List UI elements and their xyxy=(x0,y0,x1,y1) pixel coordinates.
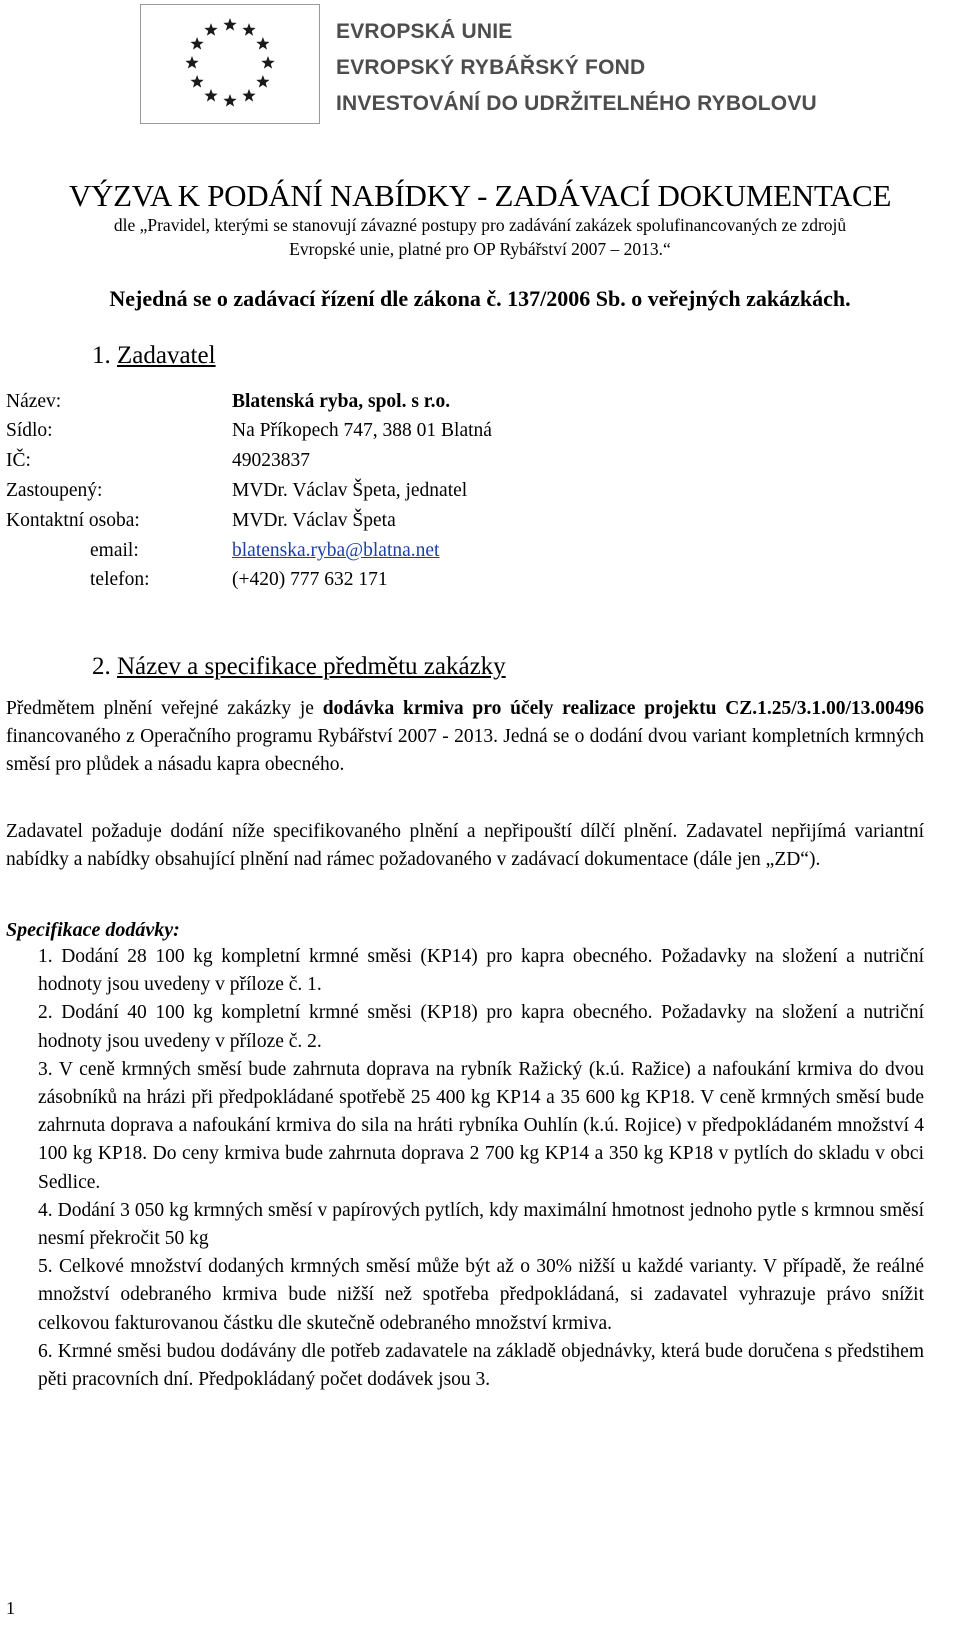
eu-flag-logo xyxy=(140,4,320,124)
list-item: 2. Dodání 40 100 kg kompletní krmné směsi (KP18) pro kapra obecného. Požadavky na složení a nutriční hodnoty jsou uvedeny v příloze č. 2. xyxy=(38,1002,924,1052)
subtitle-line-2: Evropské unie, platné pro OP Rybářství 2007 – 2013.“ xyxy=(289,239,671,259)
eu-stars-icon xyxy=(141,5,319,123)
star-icon xyxy=(242,23,255,36)
label-sidlo: Sídlo: xyxy=(6,420,53,441)
value-kontakt: MVDr. Václav Špeta xyxy=(232,510,396,531)
label-telefon: telefon: xyxy=(90,569,150,590)
star-icon xyxy=(223,18,236,31)
paragraph-subject xyxy=(6,695,924,779)
section-1-title: Zadavatel xyxy=(117,342,216,369)
paragraph-subject-b: financovaného z Operačního programu Rybářství 2007 - 2013. Jedná se o dodání dvou variant kompletních krmných směsí pro plůdek a násadu kapra obecného. xyxy=(6,726,924,775)
eu-header xyxy=(140,4,820,122)
star-icon xyxy=(190,75,203,88)
value-nazev: Blatenská ryba, spol. s r.o. xyxy=(232,391,451,412)
star-icon xyxy=(190,37,203,50)
section-2-number: 2. xyxy=(92,653,111,680)
label-kontakt: Kontaktní osoba: xyxy=(6,510,140,531)
label-zastoupeny: Zastoupený: xyxy=(6,480,103,501)
section-2-title: Název a specifikace předmětu zakázky xyxy=(117,653,506,680)
label-email: email: xyxy=(90,540,139,561)
page-number: 1 xyxy=(6,1598,15,1618)
paragraph-subject-bold: dodávka krmiva pro účely realizace projektu CZ.1.25/3.1.00/13.00496 xyxy=(322,698,924,719)
specification-list xyxy=(38,943,924,1394)
value-telefon: (+420) 777 632 171 xyxy=(232,569,388,590)
email-link[interactable]: blatenska.ryba@blatna.net xyxy=(232,540,440,561)
star-icon xyxy=(223,94,236,107)
value-ic: 49023837 xyxy=(232,450,310,471)
header-line-fund: EVROPSKÝ RYBÁŘSKÝ FOND xyxy=(336,56,646,79)
header-line-eu: EVROPSKÁ UNIE xyxy=(336,20,513,43)
star-icon xyxy=(204,23,217,36)
list-item: 3. V ceně krmných směsí bude zahrnuta doprava na rybník Ražický (k.ú. Ražice) a nafoukání krmiva do dvou zásobníků na hrázi při předpokládané spotřebě 25 400 kg KP14 a 35 600 kg KP18. V ceně krmných směsí bude zahrnuta doprava a nafoukání krmiva do sila na hráti rybníka Ouhlín (k.ú. Rojice) v předpokládaném množství 4 100 kg KP18. Do ceny krmiva bude zahrnuta doprava 2 700 kg KP14 a 350 kg KP18 v pytlích do skladu v obci Sedlice. xyxy=(38,1058,924,1193)
star-icon xyxy=(204,89,217,102)
value-zastoupeny: MVDr. Václav Špeta, jednatel xyxy=(232,480,468,501)
header-line-program: INVESTOVÁNÍ DO UDRŽITELNÉHO RYBOLOVU xyxy=(336,92,817,115)
document-subtitle xyxy=(6,213,954,261)
notice-line: Nejedná se o zadávací řízení dle zákona č. 137/2006 Sb. o veřejných zakázkách. xyxy=(109,286,851,311)
list-item: 4. Dodání 3 050 kg krmných směsí v papírových pytlích, kdy maximální hmotnost jednoho pytle s krmnou směsí nesmí překročit 50 kg xyxy=(38,1199,924,1250)
specification-heading: Specifikace dodávky: xyxy=(6,919,180,941)
section-1-number: 1. xyxy=(92,342,111,369)
label-nazev: Název: xyxy=(6,391,62,412)
section-1-heading xyxy=(92,340,216,372)
section-2-heading xyxy=(92,651,506,683)
star-icon xyxy=(256,37,269,50)
document-title: VÝZVA K PODÁNÍ NABÍDKY - ZADÁVACÍ DOKUMENTACE xyxy=(68,178,892,213)
paragraph-subject-a: Předmětem plnění veřejné zakázky je xyxy=(6,698,323,719)
list-item: 6. Krmné směsi budou dodávány dle potřeb zadavatele na základě objednávky, která bude doručena s předstihem pěti pracovních dní. Předpokládaný počet dodávek jsou 3. xyxy=(38,1340,924,1391)
value-sidlo: Na Příkopech 747, 388 01 Blatná xyxy=(232,420,492,441)
paragraph-requirements: Zadavatel požaduje dodání níže specifikovaného plnění a nepřipouští dílčí plnění. Zadavatel nepřijímá variantní nabídky a nabídky obsahující plnění nad rámec požadovaného v zadávací dokumentace (dále jen „ZD“). xyxy=(6,821,924,870)
star-icon xyxy=(185,56,198,69)
label-ic: IČ: xyxy=(6,450,31,471)
list-item: 5. Celkové množství dodaných krmných směsí může být až o 30% nižší u každé varianty. V případě, že reálné množství odebraného krmiva bude nižší než spotřeba předpokládaná, si zadavatel vyhrazuje právo snížit celkovou fakturovanou částku dle skutečně odebraného množství krmiva. xyxy=(38,1256,924,1334)
subtitle-line-1: dle „Pravidel, kterými se stanovují závazné postupy pro zadávání zakázek spolufinancovaných ze zdrojů xyxy=(113,215,847,235)
star-icon xyxy=(256,75,269,88)
eu-header-text xyxy=(336,14,817,122)
star-icon xyxy=(261,56,274,69)
star-icon xyxy=(242,89,255,102)
list-item: 1. Dodání 28 100 kg kompletní krmné směsi (KP14) pro kapra obecného. Požadavky na složení a nutriční hodnoty jsou uvedeny v příloze č. 1. xyxy=(38,946,924,996)
